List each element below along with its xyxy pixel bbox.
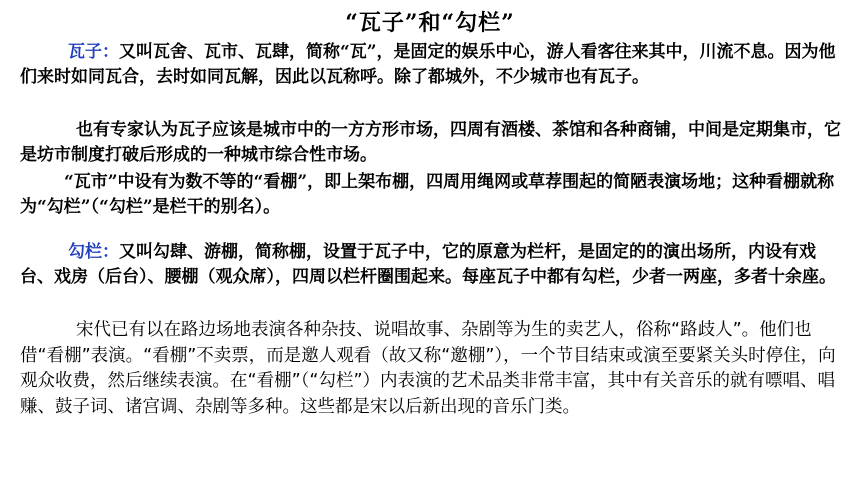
goulan-term: 勾栏： — [68, 242, 119, 262]
wazi-definition-text: 又叫瓦舍、瓦市、瓦肆，简称“瓦”，是固定的娱乐中心，游人看客往来其中，川流不息。因为他们来时如同瓦合，去时如同瓦解，因此以瓦称呼。除了都城外，不少城市也有瓦子。 — [20, 42, 836, 88]
wazi-kanpeng-paragraph: “瓦市”中设有为数不等的“看棚”，即上架布棚，四周用绳网或草荐围起的简陋表演场地；这种看棚就称为“勾栏”（“勾栏”是栏干的别名）。 — [20, 172, 835, 218]
wazi-definition-paragraph — [20, 40, 842, 91]
goulan-definition-text: 又叫勾肆、游棚，简称棚，设置于瓦子中，它的原意为栏杆，是固定的的演出场所，内设有戏台、戏房（后台）、腰棚（观众席），四周以栏杆圈围起来。每座瓦子中都有勾栏，少者一两座，多者十余座。 — [20, 242, 836, 288]
wazi-term: 瓦子： — [68, 42, 119, 62]
page-title: “瓦子”和“勾栏” — [345, 10, 515, 36]
goulan-definition-paragraph — [20, 240, 842, 291]
song-performers-paragraph: 宋代已有以在路边场地表演各种杂技、说唱故事、杂剧等为生的卖艺人，俗称“路歧人”。他们也借“看棚”表演。“看棚”不卖票，而是邀人观看（故又称“邀棚”），一个节目结束或演至要紧关头时停住，向观众收费，然后继续表演。在“看棚”（“勾栏”）内表演的艺术品类非常丰富，其中有关音乐的就有嘌唱、唱赚、鼓子词、诸宫调、杂剧等多种。这些都是宋以后新出现的音乐门类。 — [20, 320, 836, 417]
wazi-expert-paragraph: 也有专家认为瓦子应该是城市中的一方方形市场，四周有酒楼、茶馆和各种商铺，中间是定期集市，它是坊市制度打破后形成的一种城市综合性市场。 — [20, 120, 841, 166]
